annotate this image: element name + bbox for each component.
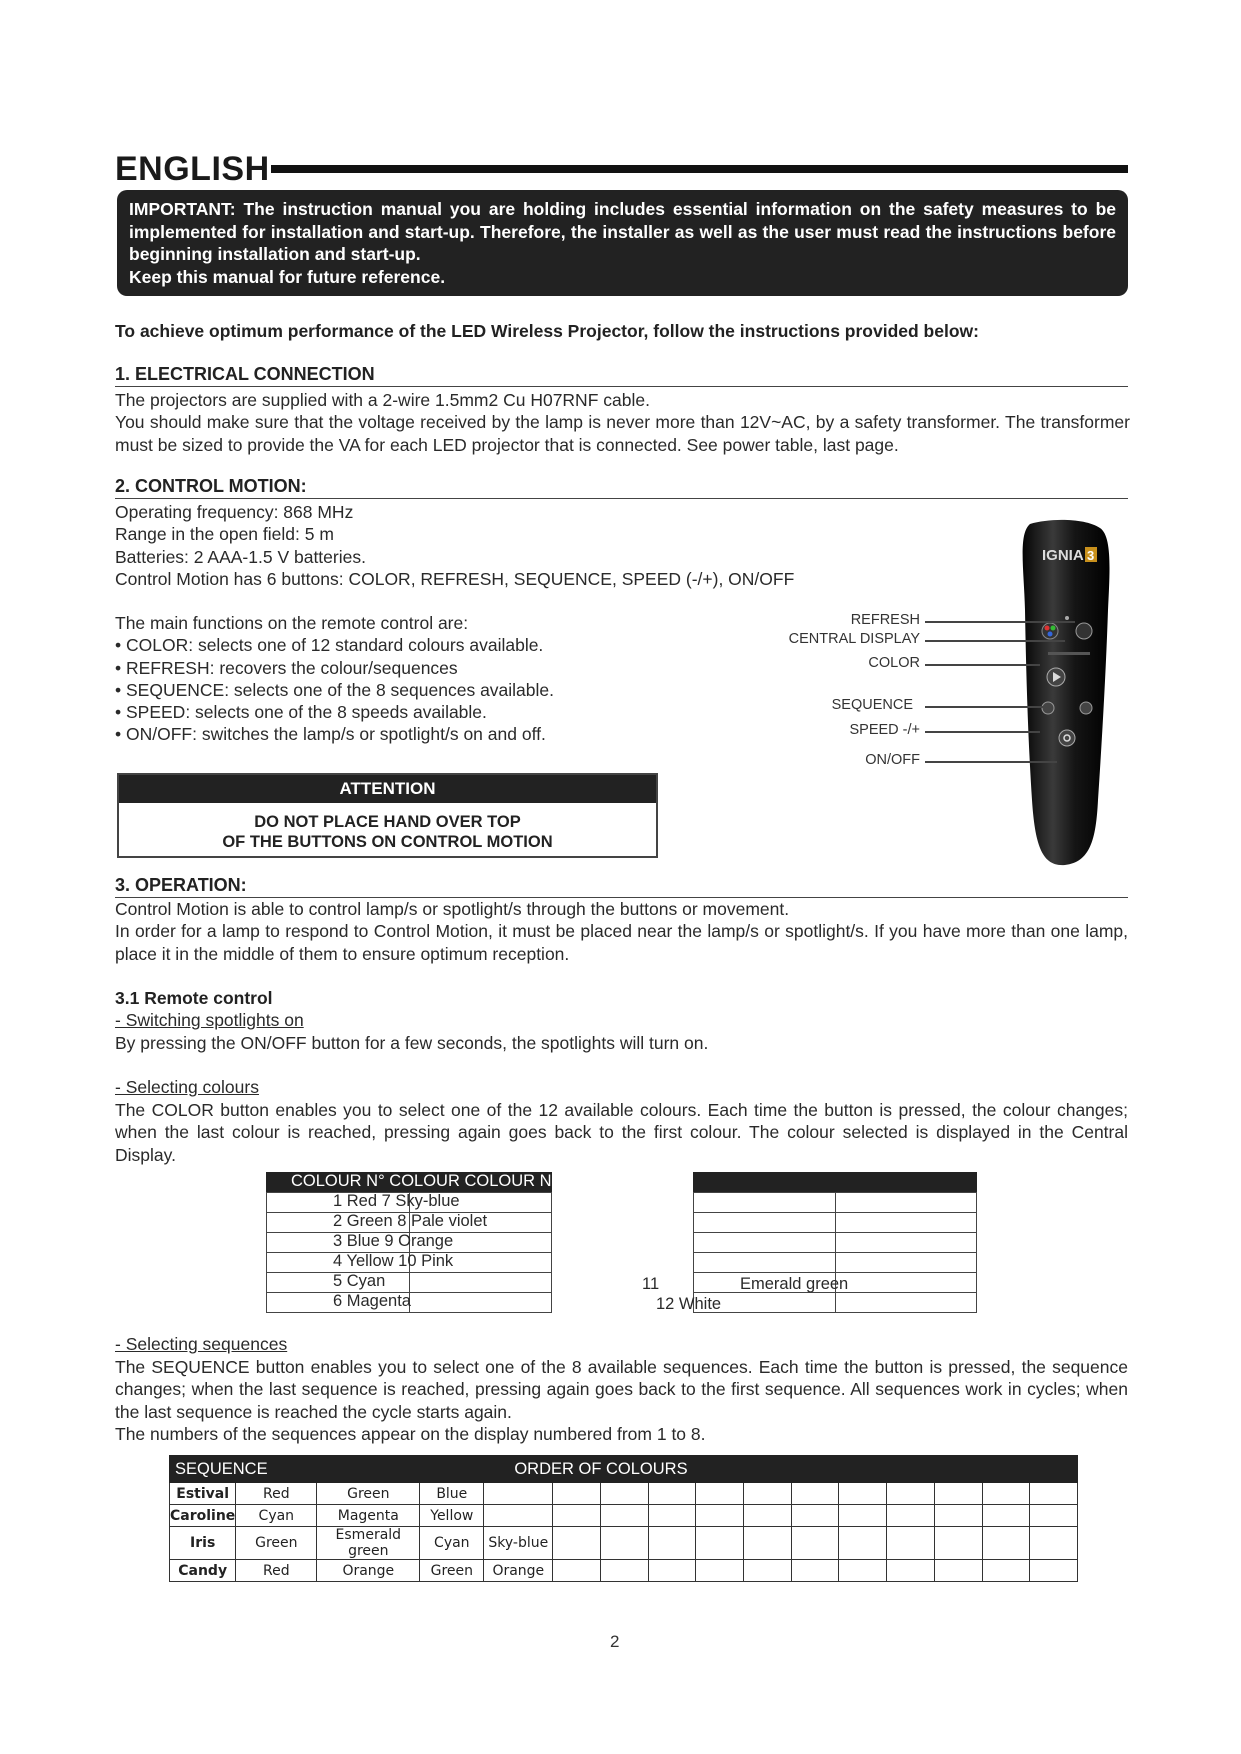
label-central-display: CENTRAL DISPLAY	[788, 631, 920, 647]
attention-box	[117, 773, 658, 858]
attention-line-1: DO NOT PLACE HAND OVER TOP	[254, 813, 521, 831]
section-2-title: 2. CONTROL MOTION:	[115, 476, 1128, 499]
intro-text: To achieve optimum performance of the LED Wireless Projector, follow the instructions provided below:	[115, 321, 979, 341]
sequence-table-header	[170, 1456, 1078, 1483]
seq-colour: Orange	[484, 1560, 553, 1582]
colour-11-name: Emerald green	[740, 1275, 849, 1293]
attention-body	[119, 803, 656, 852]
central-display	[1065, 616, 1069, 620]
seq-name: Candy	[170, 1560, 236, 1582]
color-button[interactable]	[1042, 623, 1058, 639]
colour-row-6: 6 Magenta	[333, 1292, 411, 1310]
label-speed: SPEED -/+	[849, 722, 920, 738]
seq-colour: Cyan	[236, 1505, 317, 1527]
sequences-numbers: The numbers of the sequences appear on the display numbered from 1 to 8.	[115, 1424, 706, 1444]
leader-color	[925, 664, 1040, 666]
seq-colour: Green	[420, 1560, 484, 1582]
heading-rule	[271, 165, 1128, 173]
leader-onoff	[925, 761, 1057, 763]
colours-text: The COLOR button enables you to select one of the 12 available colours. Each time the button is pressed, the colour changes; when the last colour is reached, pressing again goes back to the first colour. The colour selected is displayed in the Central Display.	[115, 1100, 1128, 1165]
sequences-heading: - Selecting sequences	[115, 1334, 288, 1354]
colour-table-right	[693, 1172, 977, 1318]
colour-table-right-grid	[693, 1192, 977, 1313]
label-refresh: REFRESH	[850, 612, 920, 628]
spec-range: Range in the open field: 5 m	[115, 524, 334, 545]
functions-intro: The main functions on the remote control are:	[115, 613, 469, 633]
seq-colour: Magenta	[317, 1505, 420, 1527]
section-1-p1: The projectors are supplied with a 2-wire 1.5mm2 Cu H07RNF cable.	[115, 390, 650, 410]
page-heading: ENGLISH	[115, 150, 270, 188]
seq-colour: Red	[236, 1560, 317, 1582]
important-keep: Keep this manual for future reference.	[129, 266, 446, 287]
leader-refresh	[925, 621, 1075, 623]
colour-row-3: 3 Blue 9 Orange	[333, 1232, 454, 1250]
colour-table-header: COLOUR N° COLOUR COLOUR N°	[291, 1172, 559, 1190]
seq-colour: Green	[236, 1527, 317, 1560]
table-row	[170, 1560, 1078, 1582]
switching-text: By pressing the ON/OFF button for a few seconds, the spotlights will turn on.	[115, 1033, 709, 1053]
seq-colour: Orange	[317, 1560, 420, 1582]
seq-name: Iris	[170, 1527, 236, 1560]
onoff-button[interactable]	[1059, 730, 1075, 746]
section-2-functions	[115, 612, 735, 746]
table-row	[170, 1527, 1078, 1560]
seq-colour: Blue	[420, 1483, 484, 1505]
seq-colour: Sky-blue	[484, 1527, 553, 1560]
function-onoff: • ON/OFF: switches the lamp/s or spotlight/s on and off.	[115, 724, 546, 745]
colour-row-1: 1 Red 7 Sky-blue	[333, 1192, 460, 1210]
remote-illustration	[780, 500, 1130, 890]
spec-frequency: Operating frequency: 868 MHz	[115, 502, 354, 522]
sequence-header: SEQUENCE	[170, 1456, 484, 1483]
spec-buttons: Control Motion has 6 buttons: COLOR, REFRESH, SEQUENCE, SPEED (-/+), ON/OFF	[115, 568, 795, 589]
spec-batteries: Batteries: 2 AAA-1.5 V batteries.	[115, 546, 366, 567]
function-color: • COLOR: selects one of 12 standard colours available.	[115, 635, 544, 656]
attention-title: ATTENTION	[119, 775, 656, 803]
colour-row-4: 4 Yellow 10 Pink	[333, 1252, 454, 1270]
colours-heading: - Selecting colours	[115, 1077, 259, 1097]
speed-plus-button[interactable]	[1080, 702, 1092, 714]
label-color: COLOR	[868, 655, 920, 671]
seq-colour: Esmerald green	[317, 1527, 420, 1560]
section-2-specs	[115, 501, 835, 590]
speed-minus-button[interactable]	[1042, 702, 1054, 714]
important-notice	[117, 190, 1128, 296]
seq-colour: Yellow	[420, 1505, 484, 1527]
refresh-button[interactable]	[1076, 623, 1092, 639]
function-sequence: • SEQUENCE: selects one of the 8 sequences available.	[115, 679, 555, 700]
page-number: 2	[610, 1632, 620, 1651]
section-3-1-title: 3.1 Remote control	[115, 988, 273, 1008]
leader-display	[925, 640, 1065, 642]
section-3-p1: Control Motion is able to control lamp/s or spotlight/s through the buttons or movement.	[115, 899, 790, 919]
seq-colour	[484, 1483, 553, 1505]
label-sequence: SEQUENCE	[831, 697, 913, 713]
remote-diagram	[780, 500, 1130, 890]
section-3-p2: In order for a lamp to respond to Control Motion, it must be placed near the lamp/s or spotlight/s. If you have more than one lamp, place it in the middle of them to ensure optimum reception.	[115, 921, 1128, 964]
section-3-title: 3. OPERATION:	[115, 875, 1128, 898]
table-row	[170, 1505, 1078, 1527]
function-speed: • SPEED: selects one of the 8 speeds available.	[115, 702, 487, 723]
colour-table-right-header-bar	[693, 1172, 977, 1192]
table-row	[170, 1483, 1078, 1505]
switching-heading: - Switching spotlights on	[115, 1010, 304, 1030]
sequences-text: The SEQUENCE button enables you to select one of the 8 available sequences. Each time the button is pressed, the sequence changes; when the last sequence is reached, pressing again goes back to the first sequence. All sequences work in cycles; when the last sequence is reached the cycle starts again.	[115, 1357, 1128, 1422]
section-1-title: 1. ELECTRICAL CONNECTION	[115, 364, 1128, 387]
colour-table-left	[266, 1172, 559, 1318]
colour-row-2: 2 Green 8 Pale violet	[333, 1212, 488, 1230]
display-led-strip	[1048, 652, 1090, 655]
seq-colour: Green	[317, 1483, 420, 1505]
section-1-body	[115, 389, 1130, 456]
seq-colour: Red	[236, 1483, 317, 1505]
function-refresh: • REFRESH: recovers the colour/sequences	[115, 657, 458, 678]
colour-row-5: 5 Cyan	[333, 1272, 386, 1290]
seq-colour: Cyan	[420, 1527, 484, 1560]
remote-brand: IGNIA	[1042, 547, 1084, 564]
leader-speed	[925, 731, 1040, 733]
colour-11-number: 11	[642, 1275, 660, 1293]
section-1-p2: You should make sure that the voltage received by the lamp is never more than 12V~AC, by a safety transformer. The transformer must be sized to provide the VA for each LED projector that is connected. See power table, last page.	[115, 412, 1130, 455]
section-3-body	[115, 898, 1128, 965]
remote-brand-num: 3	[1087, 548, 1095, 563]
important-text: IMPORTANT: The instruction manual you are holding includes essential information on the safety measures to be implemented for installation and start-up. Therefore, the installer as well as the user must read the instructions before beginning installation and start-up.	[129, 199, 1116, 264]
seq-name: Estival	[170, 1483, 236, 1505]
attention-line-2: OF THE BUTTONS ON CONTROL MOTION	[222, 833, 553, 851]
seq-name: Caroline	[170, 1505, 236, 1527]
colour-12: 12 White	[656, 1295, 722, 1313]
sequence-table	[169, 1455, 1078, 1582]
leader-sequence	[925, 706, 1045, 708]
order-header: ORDER OF COLOURS	[484, 1456, 1078, 1483]
label-onoff: ON/OFF	[865, 752, 920, 768]
seq-colour	[484, 1505, 553, 1527]
